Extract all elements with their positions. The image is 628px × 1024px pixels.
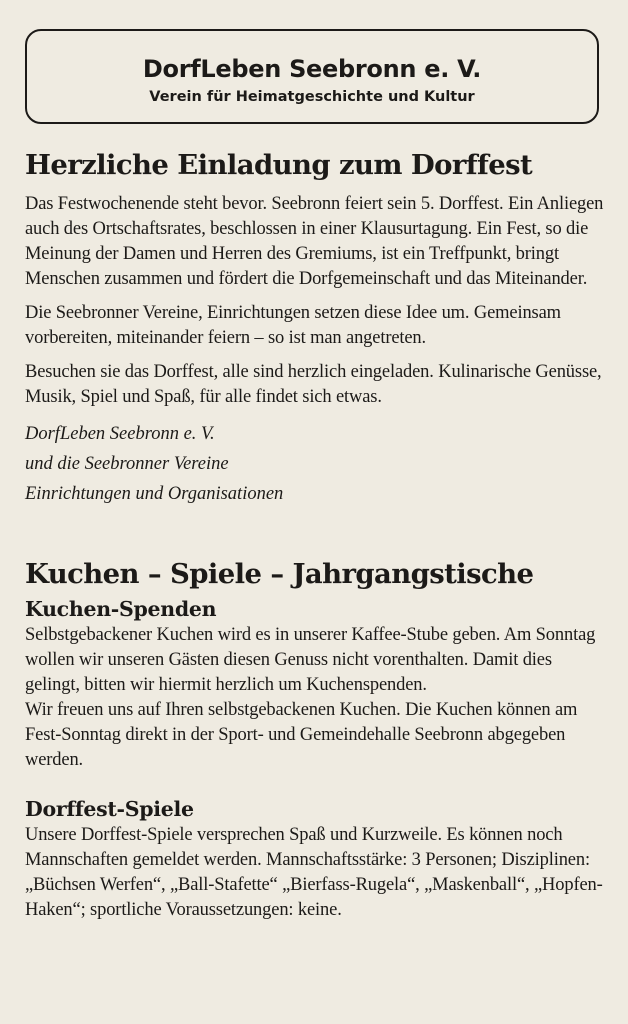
signature-line-1: DorfLeben Seebronn e. V. xyxy=(25,424,215,444)
org-subtitle: Verein für Heimatgeschichte und Kultur xyxy=(149,89,475,105)
invitation-paragraph-1: Das Festwochenende steht bevor. Seebronn feiert sein 5. Dorffest. Ein Anliegen auch des Ortschaftsrates, beschlossen in einer Klausurtagung. Ein Fest, so die Meinung der Damen und Herren des Gremiums, ist ein Treffpunkt, bringt Menschen zusammen und fördert die Dorfgemeinschaft und das Miteinander. xyxy=(25,194,604,289)
kuchen-paragraph-1: Selbstgebackener Kuchen wird es in unserer Kaffee-Stube geben. Am Sonntag wollen wir unseren Gästen diesen Genuss nicht vorenthalten. Damit dies gelingt, bitten wir hiermit herzlich um Kuchenspenden. xyxy=(25,625,596,695)
invitation-paragraph-3: Besuchen sie das Dorffest, alle sind herzlich eingeladen. Kulinarische Genüsse, Musik, Spiel und Spaß, für alle findet sich etwas. xyxy=(25,362,602,407)
signature-line-2: und die Seebronner Vereine xyxy=(25,454,229,474)
kuchen-heading: Kuchen-Spenden xyxy=(25,597,217,621)
section2-title: Kuchen – Spiele – Jahrgangstische xyxy=(25,558,534,590)
article-content xyxy=(25,148,610,923)
spiele-heading: Dorffest-Spiele xyxy=(25,797,194,821)
invitation-title: Herzliche Einladung zum Dorffest xyxy=(25,149,533,181)
header-box xyxy=(25,29,599,124)
signature-line-3: Einrichtungen und Organisationen xyxy=(25,484,284,504)
kuchen-paragraph-2: Wir freuen uns auf Ihren selbstgebackenen Kuchen. Die Kuchen können am Fest-Sonntag direkt in der Sport- und Gemeindehalle Seebronn abgegeben werden. xyxy=(25,700,578,770)
org-name: DorfLeben Seebronn e. V. xyxy=(142,55,482,83)
invitation-paragraph-2: Die Seebronner Vereine, Einrichtungen setzen diese Idee um. Gemeinsam vorbereiten, miteinander feiern – so ist man angetreten. xyxy=(25,303,561,348)
spiele-paragraph-1: Unsere Dorffest-Spiele versprechen Spaß und Kurzweile. Es können noch Mannschaften gemeldet werden. Mannschaftsstärke: 3 Personen; Disziplinen: „Büchsen Werfen“, „Ball-Stafette“ „Bierfass-Rugela“, „Maskenball“, „Hopfen-Haken“; sportliche Voraussetzungen: keine. xyxy=(25,825,603,920)
signature-block xyxy=(25,419,610,509)
